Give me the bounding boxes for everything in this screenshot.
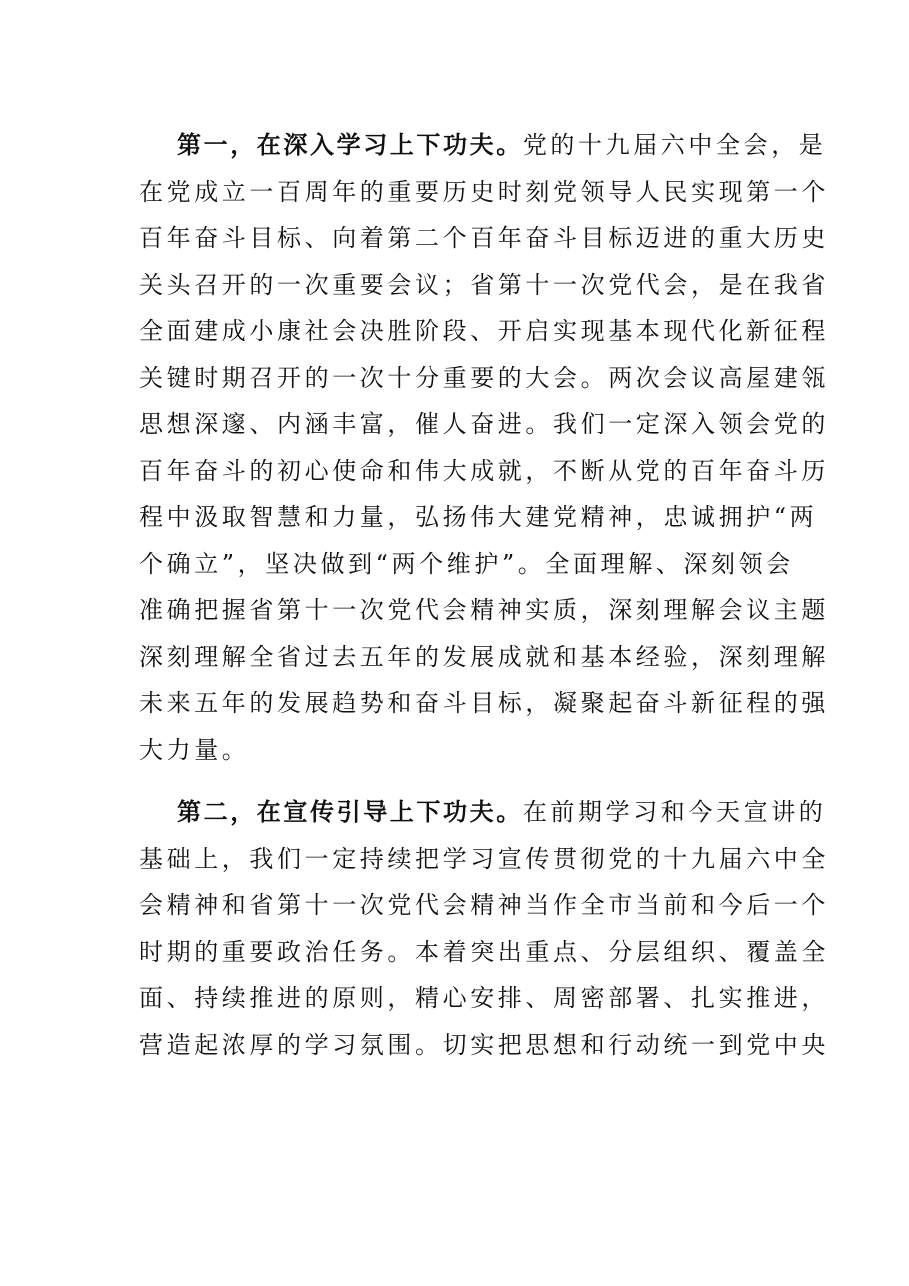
- paragraph-text: 在前期学习和今天宣讲的: [522, 798, 827, 826]
- paragraph-line: 在党成立一百周年的重要历史时刻党领导人民实现第一个: [139, 177, 829, 206]
- paragraph-line: 大力量。: [139, 735, 250, 764]
- paragraph-line: 基础上，我们一定持续把学习宣传贯彻党的十九届六中全: [139, 844, 829, 873]
- paragraph-line: 全面建成小康社会决胜阶段、开启实现基本现代化新征程: [139, 317, 829, 345]
- paragraph-line: 时期的重要政治任务。本着突出重点、分层组织、覆盖全: [139, 937, 829, 966]
- paragraph-line: [139, 789, 827, 836]
- paragraph-text: 党的十九届六中全会，是: [522, 131, 827, 159]
- paragraph-line: 程中汲取智慧和力量，弘扬伟大建党精神，忠诚拥护“两: [139, 503, 818, 531]
- paragraph-line: 思想深邃、内涵丰富，催人奋进。我们一定深入领会党的: [139, 410, 829, 438]
- paragraph-line: 营造起浓厚的学习氛围。切实把思想和行动统一到党中央: [139, 1030, 829, 1059]
- paragraph-line: 百年奋斗的初心使命和伟大成就，不断从党的百年奋斗历: [139, 456, 829, 485]
- paragraph-line: 关键时期召开的一次十分重要的大会。两次会议高屋建瓴: [139, 363, 829, 392]
- document-body: [139, 122, 829, 1068]
- paragraph-line: 未来五年的发展趋势和奋斗目标，凝聚起奋斗新征程的强: [139, 689, 829, 717]
- paragraph-line: 会精神和省第十一次党代会精神当作全市当前和今后一个: [139, 891, 829, 919]
- paragraph-line: 个确立”，坚决做到“两个维护”。全面理解、深刻领会: [139, 549, 794, 578]
- paragraph-lead-heading: 第一，在深入学习上下功夫。: [177, 130, 523, 159]
- paragraph-line: 面、持续推进的原则，精心安排、周密部署、扎实推进，: [139, 984, 829, 1012]
- paragraph-line: 关头召开的一次重要会议；省第十一次党代会，是在我省: [139, 270, 829, 299]
- paragraph-line: 准确把握省第十一次党代会精神实质，深刻理解会议主题: [139, 596, 829, 624]
- paragraph-line: 百年奋斗目标、向着第二个百年奋斗目标迈进的重大历史: [139, 224, 829, 252]
- paragraph-line: 深刻理解全省过去五年的发展成就和基本经验，深刻理解: [139, 642, 829, 671]
- paragraph-lead-heading: 第二，在宣传引导上下功夫。: [177, 797, 523, 826]
- paragraph-first: [139, 122, 829, 773]
- paragraph-line: [139, 122, 827, 169]
- paragraph-second: [139, 789, 829, 1068]
